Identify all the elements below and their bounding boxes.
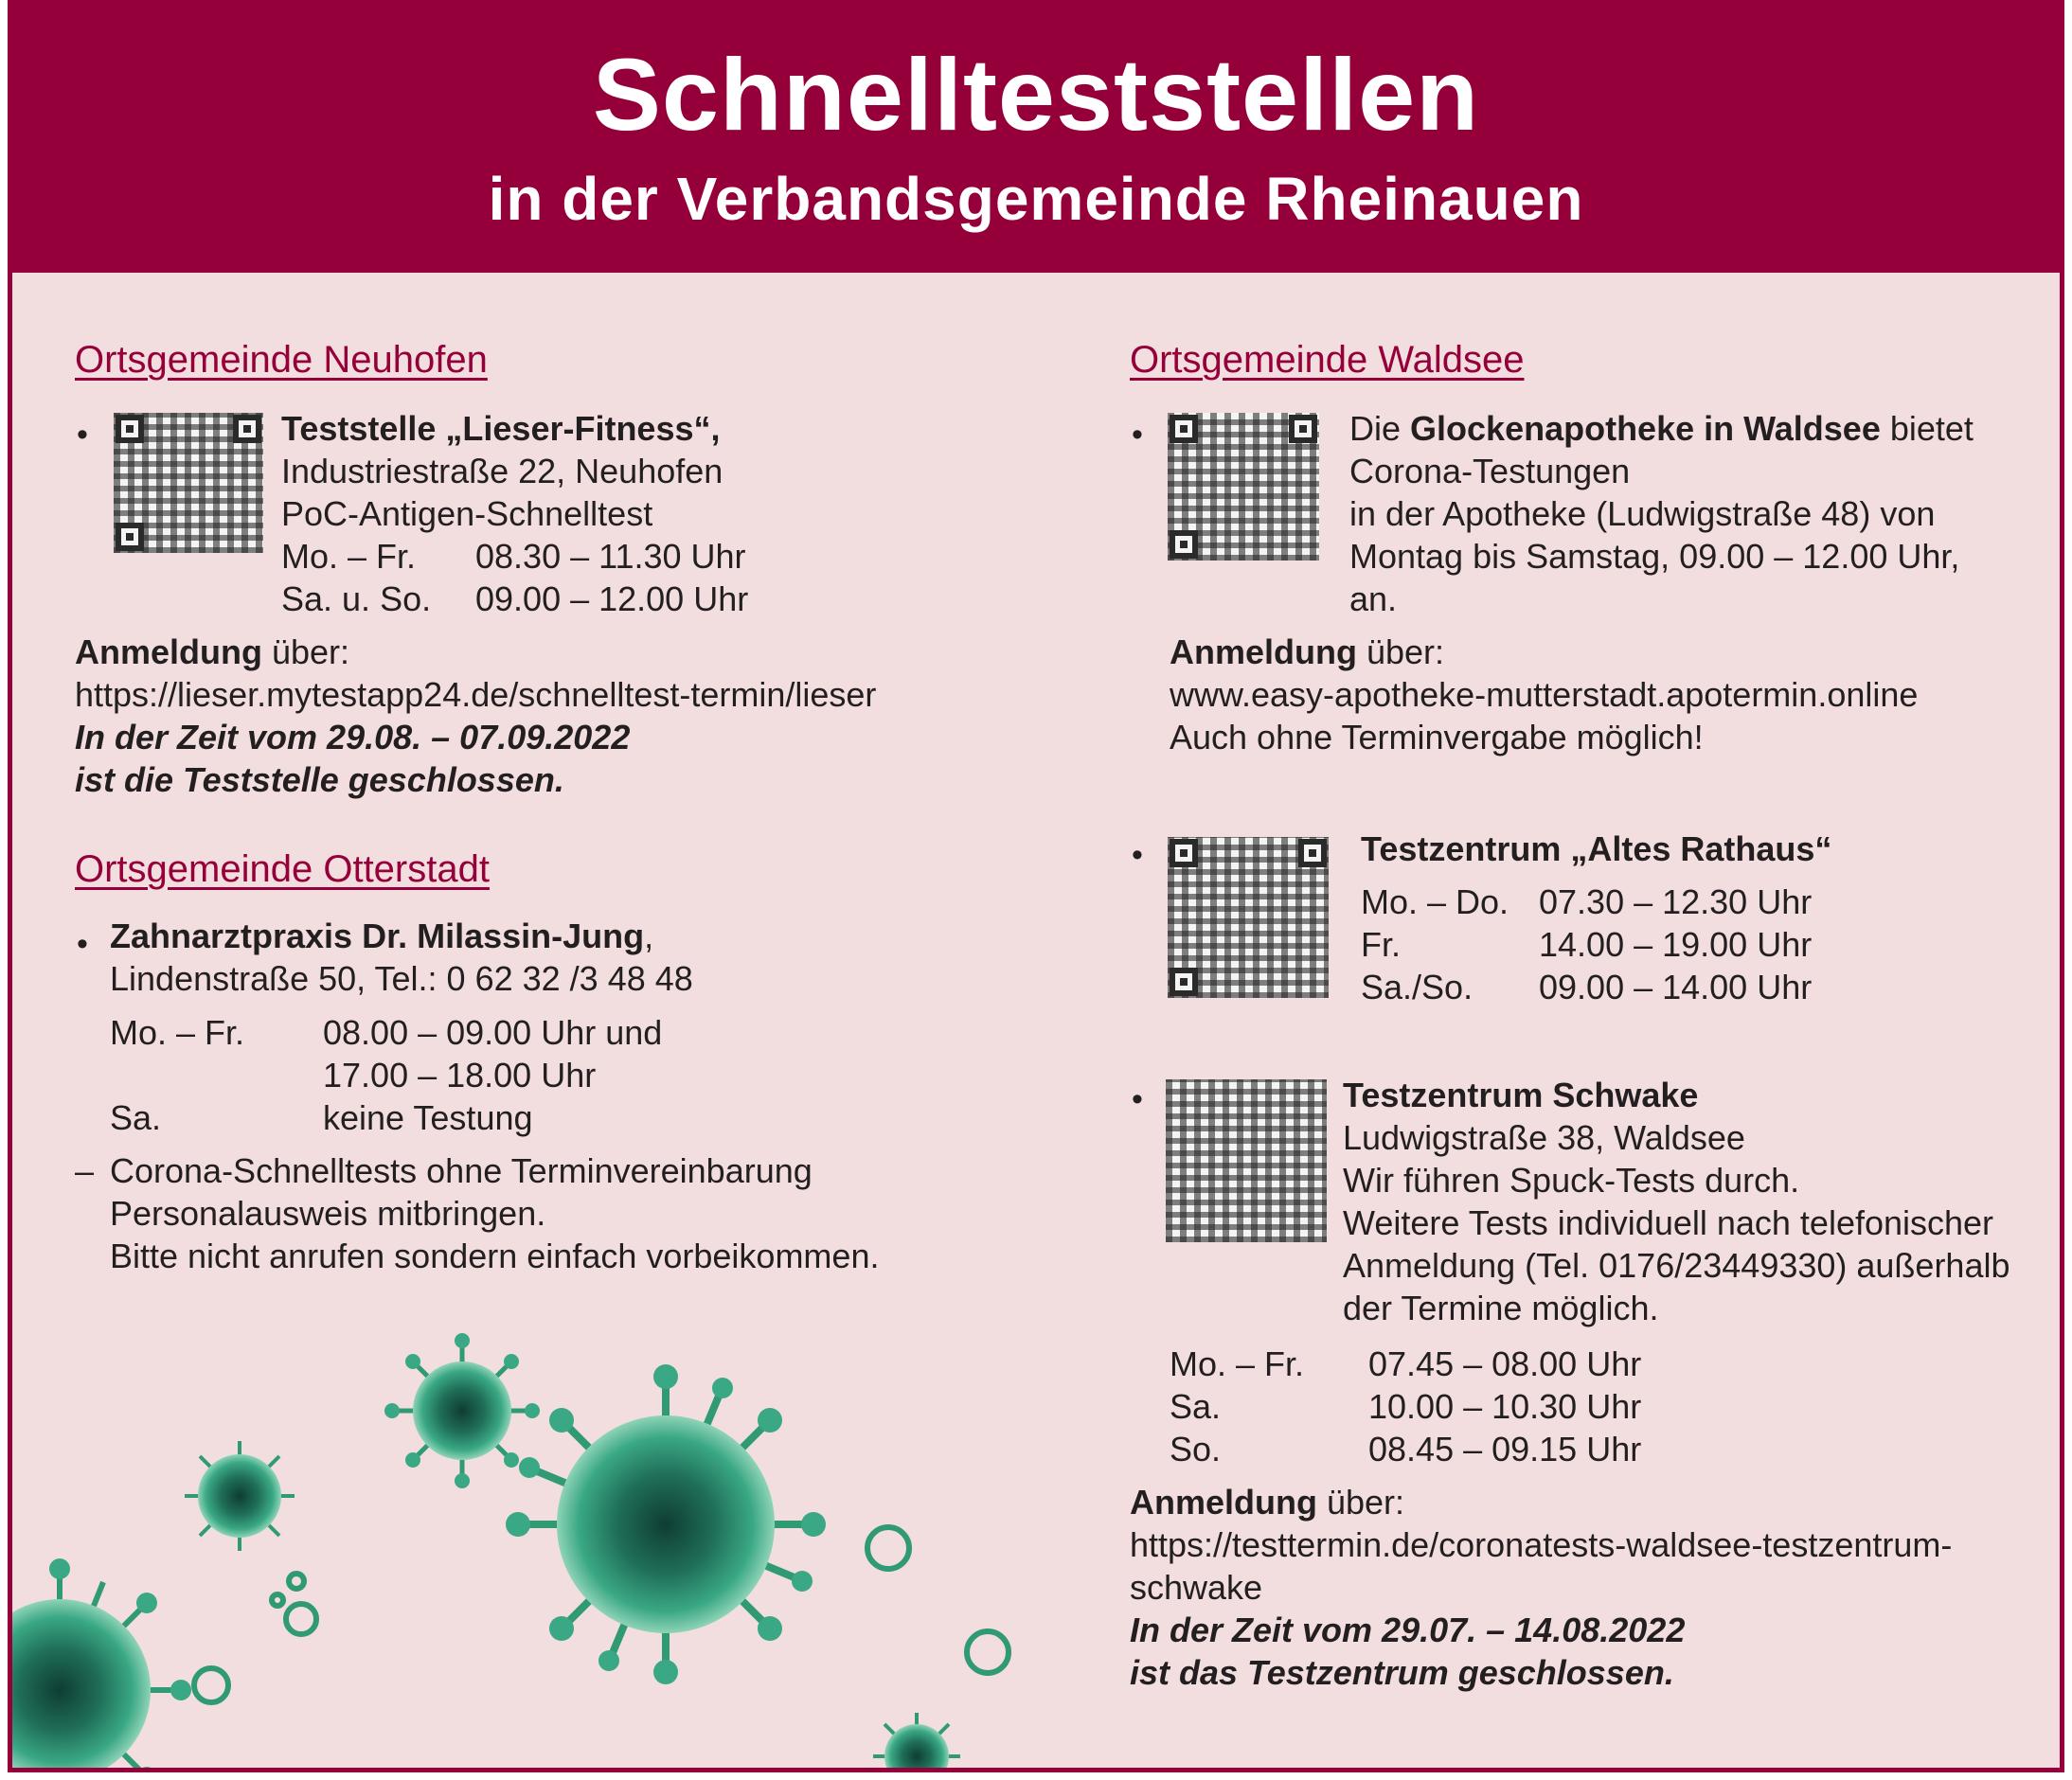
anmeldung-rest: über: — [261, 632, 350, 671]
page-title: Schnellteststellen — [592, 37, 1480, 151]
page-subtitle: in der Verbandsgemeinde Rheinauen — [488, 165, 1584, 233]
anmeldung-label: Anmeldung — [1170, 632, 1357, 671]
anmeldung-rest: über: — [1356, 632, 1445, 671]
hours-row — [110, 1096, 662, 1139]
glockenapotheke-info — [1349, 407, 1974, 620]
anmeldung-note: Auch ohne Terminvergabe möglich! — [1170, 718, 1704, 756]
anmeldung-url[interactable]: schwake — [1130, 1568, 1263, 1607]
rathaus-hours — [1361, 881, 1812, 1008]
anmeldung-url[interactable]: https://testtermin.de/coronatests-waldsee-testzentrum- — [1130, 1525, 1953, 1564]
header-banner — [12, 0, 2060, 273]
hours-days: Sa. — [1170, 1387, 1222, 1426]
hours-row — [281, 535, 748, 578]
poster — [8, 0, 2064, 1772]
bullet: • — [1132, 417, 1143, 453]
schwake-line: Wir führen Spuck-Tests durch. — [1343, 1161, 1800, 1200]
bullet: • — [77, 417, 88, 453]
teststelle-name: Teststelle „Lieser-Fitness“, — [281, 409, 721, 448]
rathaus-info — [1361, 828, 1831, 870]
hours-row — [110, 1011, 662, 1054]
anmeldung-line — [1170, 631, 1918, 673]
qr-code-schwake[interactable] — [1166, 1079, 1327, 1242]
qr-finder — [1289, 415, 1317, 443]
glocken-line: Corona-Testungen — [1349, 452, 1631, 490]
teststelle-address: Industriestraße 22, Neuhofen — [281, 452, 723, 490]
schwake-info — [1343, 1074, 2010, 1329]
heading-neuhofen: Ortsgemeinde Neuhofen — [75, 339, 488, 381]
hours-row — [281, 578, 748, 620]
otterstadt-notes — [110, 1149, 879, 1277]
glockenapotheke-anmeldung — [1170, 631, 1918, 758]
hours-row — [1361, 881, 1812, 923]
coronavirus-illustration — [12, 1307, 1054, 1772]
qr-finder — [1170, 415, 1198, 443]
qr-finder — [116, 415, 144, 443]
hours-row — [1361, 923, 1812, 966]
note-line: Personalausweis mitbringen. — [110, 1194, 546, 1233]
qr-code-altes-rathaus[interactable] — [1168, 837, 1329, 998]
bullet: • — [77, 926, 88, 962]
schwake-line: Weitere Tests individuell nach telefonischer — [1343, 1203, 1994, 1242]
virus-small-icon — [185, 1441, 295, 1551]
anmeldung-url[interactable]: www.easy-apotheke-mutterstadt.apotermin.online — [1170, 675, 1919, 714]
praxis-name: Zahnarztpraxis Dr. Milassin-Jung — [110, 917, 645, 955]
praxis-name-line — [110, 915, 693, 957]
virus-large-icon — [506, 1364, 826, 1684]
glocken-line: Montag bis Samstag, 09.00 – 12.00 Uhr, — [1349, 537, 1960, 576]
anmeldung-line — [75, 631, 876, 673]
hours-days: Sa./So. — [1361, 968, 1474, 1006]
dash: – — [75, 1151, 95, 1190]
heading-otterstadt: Ortsgemeinde Otterstadt — [75, 848, 490, 890]
neuhofen-anmeldung — [75, 631, 876, 801]
hours-days: So. — [1170, 1430, 1222, 1468]
hours-time: 07.30 – 12.30 Uhr — [1539, 882, 1813, 921]
closed-notice: In der Zeit vom 29.07. – 14.08.2022 — [1130, 1611, 1686, 1649]
qr-finder — [1170, 968, 1198, 996]
schwake-name: Testzentrum Schwake — [1343, 1076, 1699, 1114]
hours-row — [1170, 1428, 1641, 1470]
schwake-address: Ludwigstraße 38, Waldsee — [1343, 1118, 1745, 1157]
closed-notice: ist die Teststelle geschlossen. — [75, 760, 564, 799]
hours-days: Mo. – Fr. — [1170, 1344, 1305, 1383]
praxis-name-suffix: , — [644, 917, 654, 955]
hours-days: Sa. — [110, 1098, 162, 1137]
hours-time: 17.00 – 18.00 Uhr — [323, 1056, 597, 1095]
note-line: Bitte nicht anrufen sondern einfach vorbeikommen. — [110, 1237, 880, 1275]
bullet: • — [1132, 1081, 1143, 1117]
bullet: • — [1132, 837, 1143, 873]
hours-row — [1361, 966, 1812, 1008]
hours-time: 08.00 – 09.00 Uhr und — [323, 1013, 663, 1052]
hours-days: Mo. – Fr. — [110, 1013, 245, 1052]
schwake-line: der Termine möglich. — [1343, 1289, 1659, 1327]
virus-bottom-icon — [873, 1713, 960, 1772]
hours-row — [1170, 1385, 1641, 1428]
qr-code-glockenapotheke[interactable] — [1168, 413, 1319, 561]
qr-finder — [1170, 530, 1198, 559]
qr-finder — [1170, 839, 1198, 867]
anmeldung-label: Anmeldung — [1130, 1483, 1317, 1522]
qr-code-neuhofen[interactable] — [114, 413, 263, 553]
glocken-line: in der Apotheke (Ludwigstraße 48) von — [1349, 494, 1936, 533]
test-type: PoC-Antigen-Schnelltest — [281, 494, 653, 533]
hours-time: 08.30 – 11.30 Uhr — [475, 537, 746, 576]
hours-time: 09.00 – 12.00 Uhr — [475, 579, 749, 618]
hours-days: Mo. – Do. — [1361, 882, 1509, 921]
hours-time: 07.45 – 08.00 Uhr — [1368, 1344, 1642, 1383]
hours-time: keine Testung — [323, 1098, 533, 1137]
praxis-address: Lindenstraße 50, Tel.: 0 62 32 /3 48 48 — [110, 959, 693, 998]
schwake-anmeldung — [1130, 1481, 1952, 1694]
glocken-line: an. — [1349, 579, 1398, 618]
glocken-name: Glockenapotheke in Waldsee — [1410, 409, 1881, 448]
qr-finder — [116, 523, 144, 551]
note-line: Corona-Schnelltests ohne Terminvereinbarung — [110, 1151, 813, 1190]
schwake-hours — [1170, 1343, 1641, 1470]
virus-medium-icon — [384, 1333, 540, 1488]
hours-time: 10.00 – 10.30 Uhr — [1368, 1387, 1642, 1426]
hours-days: Mo. – Fr. — [281, 537, 417, 576]
glocken-text: bietet — [1880, 409, 1974, 448]
anmeldung-rest: über: — [1316, 1483, 1405, 1522]
hours-days: Fr. — [1361, 925, 1401, 964]
rathaus-name: Testzentrum „Altes Rathaus“ — [1361, 829, 1832, 868]
neuhofen-info — [281, 407, 748, 620]
schwake-line: Anmeldung (Tel. 0176/23449330) außerhalb — [1343, 1246, 2010, 1285]
closed-notice: In der Zeit vom 29.08. – 07.09.2022 — [75, 718, 631, 756]
qr-finder — [1298, 839, 1327, 867]
hours-row — [110, 1054, 662, 1096]
anmeldung-url[interactable]: https://lieser.mytestapp24.de/schnelltest-termin/lieser — [75, 675, 877, 714]
virus-partial-icon — [12, 1558, 191, 1772]
hours-days: Sa. u. So. — [281, 579, 432, 618]
qr-finder — [233, 415, 261, 443]
hours-row — [1170, 1343, 1641, 1385]
hours-time: 09.00 – 14.00 Uhr — [1539, 968, 1813, 1006]
glocken-text: Die — [1349, 409, 1411, 448]
otterstadt-info — [110, 915, 693, 1000]
glocken-line — [1349, 407, 1974, 450]
closed-notice: ist das Testzentrum geschlossen. — [1130, 1653, 1674, 1692]
otterstadt-hours — [110, 1011, 662, 1139]
hours-time: 08.45 – 09.15 Uhr — [1368, 1430, 1642, 1468]
hours-time: 14.00 – 19.00 Uhr — [1539, 925, 1813, 964]
anmeldung-line — [1130, 1481, 1952, 1523]
heading-waldsee: Ortsgemeinde Waldsee — [1130, 339, 1525, 381]
anmeldung-label: Anmeldung — [75, 632, 262, 671]
